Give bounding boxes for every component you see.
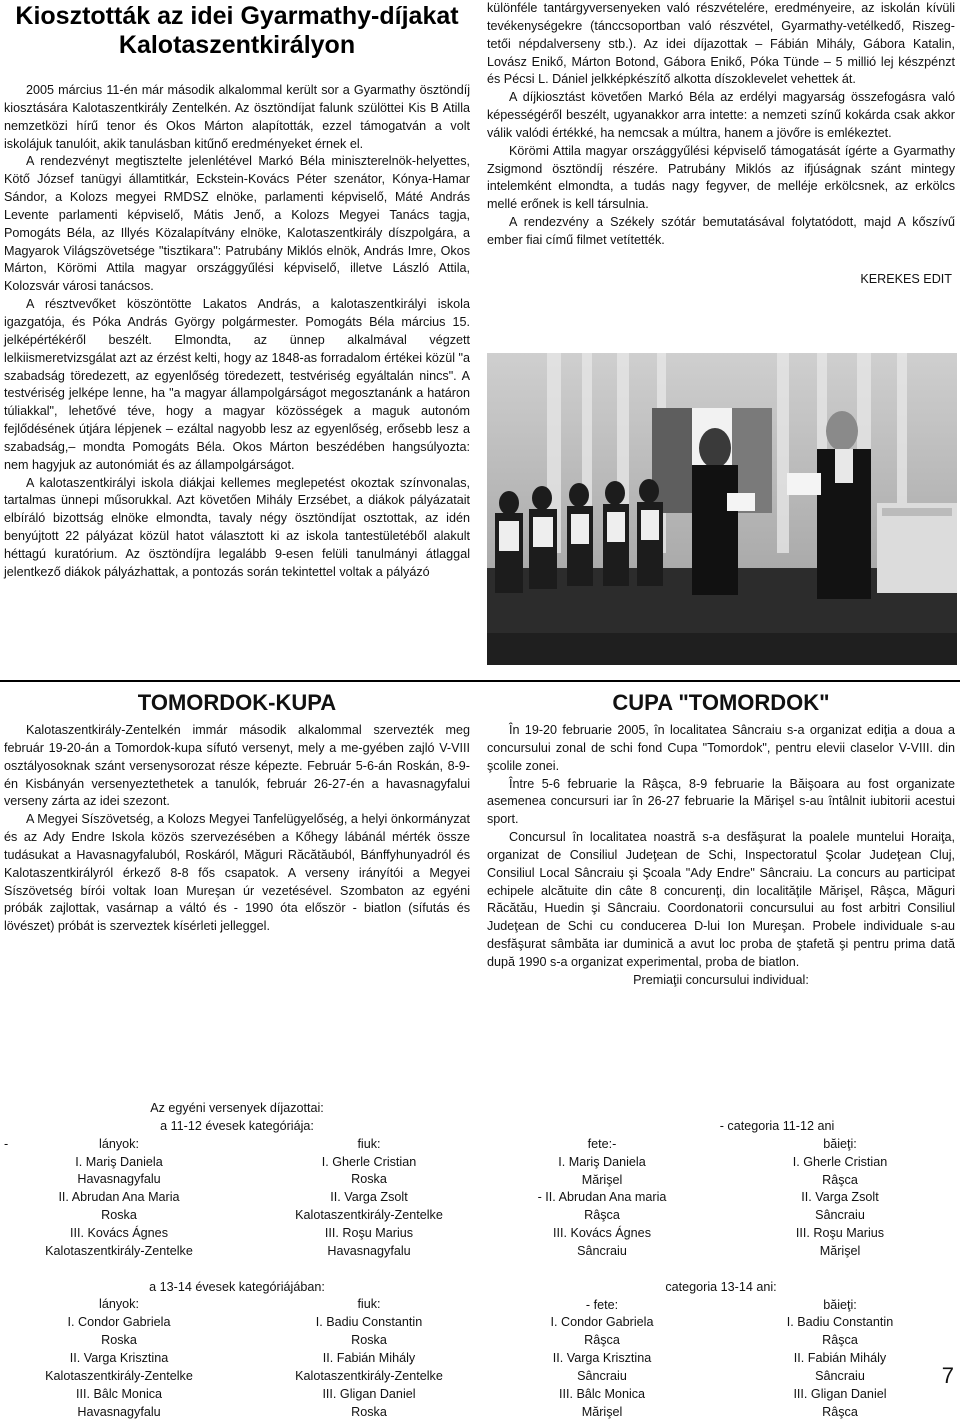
results-boy-entry: II. Fabián Mihály <box>793 1351 887 1366</box>
article1-body-right <box>487 0 955 250</box>
results-boy-entry: Mărişel <box>819 1243 861 1258</box>
results-girl-entry: - II. Abrudan Ana maria <box>537 1190 667 1205</box>
ceremony-photo-image <box>487 353 957 665</box>
results-girl-entry: Roska <box>101 1208 137 1223</box>
article2-body <box>4 722 470 936</box>
article1-paragraph: A kalotaszentkirályi iskola diákjai kellemes meglepetést okoztak színvonalas, tartalmas ünnepi műsorukkal. Azt követően Mihály Erzsébet, a diákok pályázatait elbíráló bizottság elnöke elmondta, tavaly négy ösztöndíjat osztottak, az idén benyújtott 22 pályázat közül hatot választott ki az iskola tantestületéből alakult héttagú kuratórium. Az ösztöndíjra legalább 9-esen felüli tanulmányi átlaggal jelentkező diákok pályázhattak, a pontozás során tekintettel voltak a pályázó <box>4 475 470 579</box>
results-row <box>4 1189 470 1207</box>
article1-paragraph: 2005 március 11-én már második alkalommal került sor a Gyarmathy ösztöndíj kiosztására Kalotaszentkirály Zentelkén. Az ösztöndíjat falunk szülöttei Kis B Atilla nemzetközi hírű tenor és Okos Márton alapították, ezzel támogatván a volt iskolájuk tanulóit, akik tanulásban kitűnő eredményeket érnek el. <box>4 83 470 151</box>
article3-body <box>487 722 955 972</box>
article1-body-left <box>4 82 470 582</box>
results-girl-entry: Mărişel <box>581 1172 623 1187</box>
results-boy-entry: I. Gherle Cristian <box>321 1154 417 1169</box>
results-category-2-text: a 13-14 évesek kategóriájában: <box>149 1279 325 1294</box>
results-girls-header: fete:- <box>587 1136 617 1151</box>
results-boy-entry: III. Roşu Marius <box>795 1226 885 1241</box>
results-boy-entry: Sâncraiu <box>815 1208 865 1223</box>
results-girls-header: - fete: <box>585 1297 619 1312</box>
article2-results <box>4 1100 470 1421</box>
results-boy-entry: I. Badiu Constantin <box>786 1315 894 1330</box>
results-row <box>4 1171 470 1189</box>
results-boy-entry: Havasnagyfalu <box>327 1243 411 1258</box>
article3-results-intro: Premiaţii concursului individual: <box>633 972 809 987</box>
results-boys-header: fiuk: <box>357 1136 381 1151</box>
results-girl-entry: Kalotaszentkirály-Zentelke <box>45 1243 193 1258</box>
article3-column <box>487 690 955 990</box>
article1-title: Kiosztották az idei Gyarmathy-díjakat Kalotaszentkirályon <box>15 2 459 59</box>
results-spacer <box>487 1261 955 1279</box>
results-category <box>4 1118 470 1136</box>
article1-paragraph: különféle tantárgyversenyeken való részvételére, eredményeire, az iskolán kívüli tevékenységekre (tánccsoportban való részvétel, Gyarmathy-vetélkedő, Riszeg-tetői népdalverseny stb.). Az idei díjazottak – Fábián Mihály, Gábora Katalin, Lovász Enikő, Márton Botond, Gábora Enikő, Póka Tünde – 5 millió lej készpénzt és Pécsi L. Dániel jelkképkészítő alkotta díszoklevelet vehettek át. <box>487 1 955 87</box>
results-girl-entry: Sâncraiu <box>577 1243 627 1258</box>
results-girl-entry: I. Mariş Daniela <box>75 1154 163 1169</box>
results-category-text: a 11-12 évesek kategóriája: <box>160 1118 314 1133</box>
results-girl-entry: Sâncraiu <box>577 1368 627 1383</box>
results-boy-entry: II. Varga Zsolt <box>330 1190 408 1205</box>
results-girl-entry: I. Mariş Daniela <box>558 1154 646 1169</box>
article1-paragraph: A rendezvényt megtisztelte jelenlétével Markó Béla miniszterelnök-helyettes, Kötő József tanügyi államtitkár, Eckstein-Kovács Péter szenátor, Kónya-Hamar Sándor, a Kolozs megyei RMDSZ elnöke, parlamenti képviselő, Máté András Levente parlamenti képviselő, Mátis Jenő, a Kolozs Megyei Tanács tagja, Pomogáts Béla, az Illyés Közalapítvány elnöke, Kalotaszentkirály díszpolgára, a Magyarok Világszövetsége "tisztikara": Patrubány Miklós elnök, András Imre, Okos Márton, Körömi Attila magyar országgyűlési képviselő, illetve László Attila, Kolozsvár városi tanácsos. <box>4 154 470 294</box>
results-boy-entry: II. Varga Zsolt <box>801 1190 879 1205</box>
results-girl-entry: Havasnagyfalu <box>77 1172 161 1187</box>
results-header <box>4 1136 470 1154</box>
results-girl-entry: Râşca <box>584 1208 620 1223</box>
results-row <box>4 1207 470 1225</box>
results-intro <box>4 1100 470 1118</box>
results-boy-entry: Kalotaszentkirály-Zentelke <box>295 1208 443 1223</box>
results-header-2 <box>487 1297 955 1315</box>
results-row <box>487 1154 955 1172</box>
results-girl-entry: III. Bâlc Monica <box>75 1386 163 1401</box>
results-row <box>487 1314 955 1332</box>
results-row <box>4 1243 470 1261</box>
results-row <box>4 1332 470 1350</box>
article2-paragraph: Kalotaszentkirály-Zentelkén immár második alkalommal szervezték meg február 19-20-án a Tomordok-kupa sífutó versenyt, mely a me-gyében zajló V-VIII osztályosoknak szánt versenysorozat része képezte. Február 5-6-án Roskán, 8-9-én Kisbányán versenyeztethetek a tanulók, február 26-27-én a havasnagyfalui verseny zárta az idei szezont. <box>4 723 470 809</box>
results-boys-header: fiuk: <box>357 1297 381 1312</box>
article1-paragraph: A résztvevőket köszöntötte Lakatos András, a kalotaszentkirályi iskola igazgatója, és Póka András György polgármester. Pomogáts Béla március 15. jelképértékéről beszélt. Elmondta, az ünnep alkalmával végzett lelkiismeretvizsgálat azt az érzést kelti, hogy az 1848-as forradalom értékei közül "a szabadság töredezett, az egyenlőség töredezett, testvériség egyáltalán nincs". A testvériség jelképe lenne, ha "a magyar állampolgárságot megosztanánk a határon túliakkal", lehetővé téve, hogy a magyar közösségek a maguk autonóm fejlődésének útjára lépjenek – ezáltal nagyobb lesz az egyenlőség, erősebb lesz a szabadság,– mondta Pomogáts Béla. Okos Márton beszédében hangsúlyozta: nem hagyjuk az autonómiát és az állampolgárságot. <box>4 297 470 472</box>
article1-right-column <box>487 0 955 286</box>
results-boys-header: băieţi: <box>823 1136 857 1151</box>
results-boy-entry: Râşca <box>822 1404 858 1419</box>
results-girl-entry: Râşca <box>584 1333 620 1348</box>
results-spacer <box>4 1261 470 1279</box>
results-row <box>487 1207 955 1225</box>
page-number: 7 <box>941 1363 954 1388</box>
results-girls-header: lányok: <box>99 1136 139 1151</box>
results-row <box>487 1332 955 1350</box>
results-boys-header: băieţi: <box>823 1297 857 1312</box>
article2-paragraph: A Megyei Síszövetség, a Kolozs Megyei Tanfelügyelőség, a helyi önkormányzat és az Ady Endre Iskola közös szervezésében a Kőhegy lábánál mérték össze tudásukat a Havasnagyfaluból, Roskáról, Măguri Răcătăuból, Bánffyhunyadról és Kalotaszentkirályról érkező 8-8 fős csapatok. A verseny irányítói a Megyei Síszövetség bírói voltak Ioan Mureşan úr vezetésével. Szombaton az egyéni próbák zajlottak, vasárnap a váltó és - 1990 óta először - biatlon (sífutás és lövészet) próbát is szerveztek kísérleti jelleggel. <box>4 812 470 934</box>
results-row <box>487 1368 955 1386</box>
results-category-2 <box>487 1279 955 1297</box>
results-girl-entry: II. Varga Krisztina <box>552 1351 652 1366</box>
results-group-1 <box>487 1154 955 1261</box>
results-boy-entry: Kalotaszentkirály-Zentelke <box>295 1368 443 1383</box>
results-row <box>487 1243 955 1261</box>
results-row <box>4 1154 470 1172</box>
results-boy-entry: III. Roşu Marius <box>324 1225 414 1240</box>
results-girl-entry: Havasnagyfalu <box>77 1404 161 1419</box>
results-boy-entry: Roska <box>351 1333 387 1348</box>
results-row <box>4 1404 470 1422</box>
results-group-2 <box>487 1314 955 1421</box>
ceremony-photo <box>487 353 957 665</box>
results-row <box>487 1386 955 1404</box>
results-row <box>487 1189 955 1207</box>
results-boy-entry: I. Gherle Cristian <box>792 1154 888 1169</box>
article3-paragraph: În 19-20 februarie 2005, în localitatea Sâncraiu s-a organizat ediţia a doua a concursului zonal de schi fond Cupa "Tomordok", pentru elevii claselor V-VIII. din şcolile zonei. <box>487 723 955 773</box>
article3-title: CUPA "TOMORDOK" <box>612 690 830 715</box>
results-girl-entry: II. Abrudan Ana Maria <box>58 1190 180 1205</box>
results-girls-header: lányok: <box>99 1297 139 1312</box>
results-intro-text: Az egyéni versenyek díjazottai: <box>150 1101 324 1115</box>
results-row <box>4 1225 470 1243</box>
results-row <box>487 1350 955 1368</box>
results-row <box>487 1172 955 1190</box>
article1-left-column <box>4 0 470 582</box>
article3-results <box>487 1118 955 1422</box>
article3-paragraph: Între 5-6 februarie la Râşca, 8-9 februarie la Băişoara au fost organizate asemenea concursuri iar în 26-27 februarie la Mărişel s-au întâlnit iubitorii acestui sport. <box>487 776 955 827</box>
article2-column <box>4 690 470 936</box>
results-group-2 <box>4 1314 470 1421</box>
results-category-2 <box>4 1279 470 1297</box>
article2-title: TOMORDOK-KUPA <box>137 690 337 715</box>
article1-paragraph: Körömi Attila magyar országgyűlési képviselő támogatását ígérte a Gyarmathy Zsigmond ösztöndíj részére. Patrubány Miklós az ifjúságnak szánt mintegy intelemként elmondta, a tudás nagy fegyver, de melléje erkölcsnek, az erkölcs mellé erőnek is kell társulnia. <box>487 143 955 212</box>
results-category-text: - categoria 11-12 ani <box>719 1119 835 1133</box>
results-boy-entry: III. Gligan Daniel <box>322 1386 416 1401</box>
results-girl-entry: II. Varga Krisztina <box>69 1350 169 1365</box>
results-girl-entry: Mărişel <box>581 1404 623 1419</box>
results-dash: - <box>4 1136 9 1151</box>
results-girl-entry: I. Condor Gabriela <box>67 1315 171 1330</box>
results-row <box>487 1404 955 1422</box>
results-boy-entry: Roska <box>351 1172 387 1187</box>
article1-paragraph: A díjkiosztást követően Markó Béla az erdélyi magyarság összefogásra való képességéről beszélt, ugyanakkor arra intette: a nemzeti színű kokárda csak akkor válik valódi értékké, ha nemcsak a múltra, hanem a jövőre is emlékeztet. <box>487 90 955 140</box>
results-header-2 <box>4 1296 470 1314</box>
results-boy-entry: Râşca <box>822 1172 858 1187</box>
results-row <box>487 1225 955 1243</box>
article3-paragraph: Concursul în localitatea noastră s-a desfăşurat la poalele muntelui Horaiţa, organizat de Consiliul Judeţean de Schi, Inspectoratul Şcolar Judeţean Cluj, Consiliul Local Sâncraiu şi Şcoala "Ady Endre" Sâncraiu. La concurs au participat echipele alcătuite din câte 8 concurenţi, din localităţile Mărişel, Râşca, Măguri Răcătău, Huedin şi Sâncraiu. Coordonatorii concursului au fost arbitri Consiliul Judeţean de Schi cu conducerea D-lui Ion Mureşan. Probele individuale s-au desfăşurat sâmbăta iar duminică a avut loc proba de ştafetă şi pentru prima dată după 1990 s-a organizat experimental, proba de biatlon. <box>487 830 955 969</box>
results-category-2-text: categoria 13-14 ani: <box>665 1279 777 1294</box>
results-boy-entry: II. Fabián Mihály <box>322 1350 416 1365</box>
results-girl-entry: Roska <box>101 1333 137 1348</box>
results-girl-entry: III. Kovács Ágnes <box>552 1226 651 1241</box>
results-row <box>4 1386 470 1404</box>
section-divider <box>0 680 960 682</box>
results-girl-entry: I. Condor Gabriela <box>550 1315 654 1330</box>
results-category <box>487 1118 955 1136</box>
results-row <box>4 1350 470 1368</box>
results-boy-entry: I. Badiu Constantin <box>315 1315 423 1330</box>
results-girl-entry: III. Bâlc Monica <box>558 1386 646 1401</box>
results-girl-entry: Kalotaszentkirály-Zentelke <box>45 1368 193 1383</box>
results-row <box>4 1314 470 1332</box>
results-girl-entry: III. Kovács Ágnes <box>69 1225 168 1240</box>
results-boy-entry: Sâncraiu <box>815 1368 865 1383</box>
results-boy-entry: Râşca <box>822 1333 858 1348</box>
article1-signature: KEREKES EDIT <box>860 271 952 286</box>
results-group-1 <box>4 1154 470 1261</box>
results-row <box>4 1368 470 1386</box>
results-header <box>487 1136 955 1154</box>
results-boy-entry: Roska <box>351 1404 387 1419</box>
article1-paragraph: A rendezvény a Székely szótár bemutatásával folytatódott, majd A kőszívű ember fiai című filmet vetítették. <box>487 215 955 247</box>
results-boy-entry: III. Gligan Daniel <box>793 1386 887 1401</box>
